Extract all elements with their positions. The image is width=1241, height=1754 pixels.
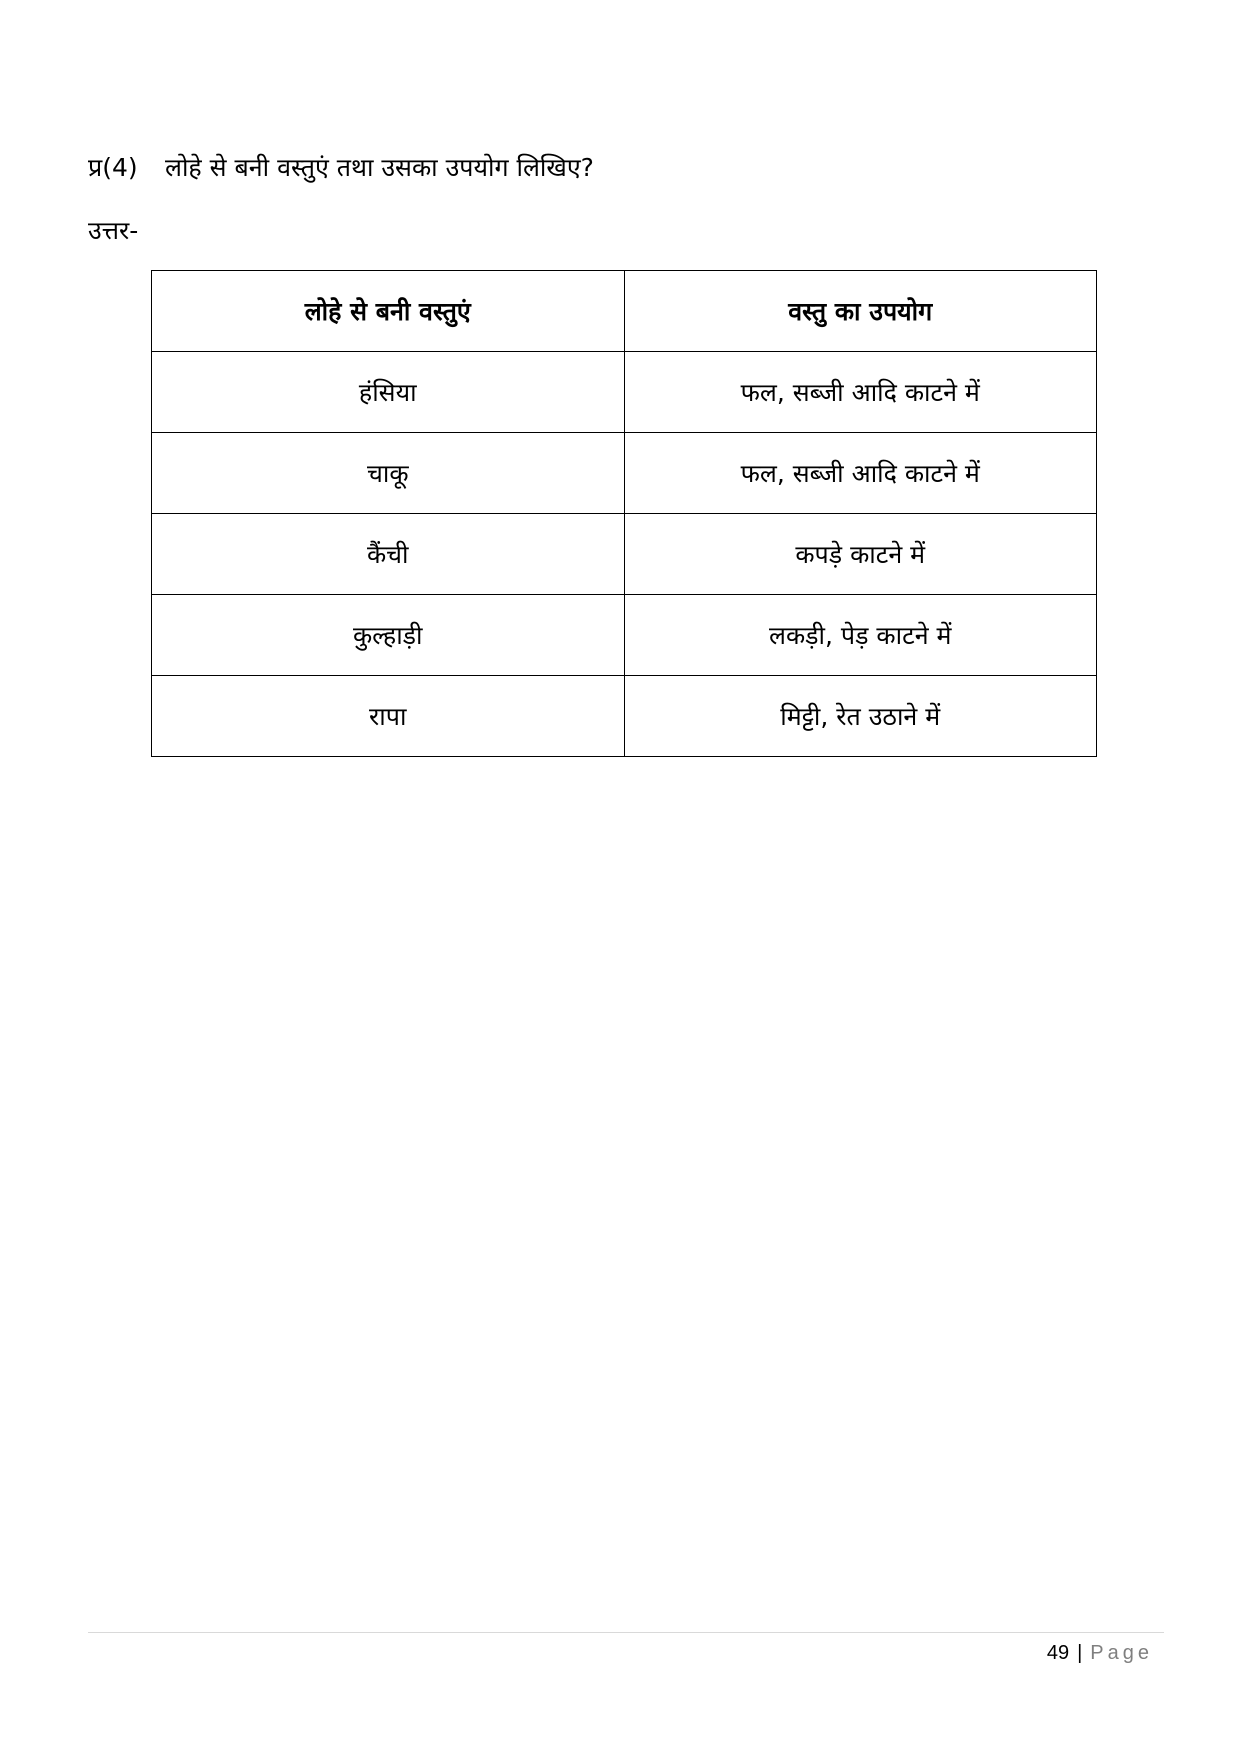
table-row bbox=[152, 352, 1097, 433]
footer-separator: | bbox=[1077, 1642, 1083, 1664]
page-number: 49 bbox=[1046, 1642, 1070, 1664]
table-row bbox=[152, 676, 1097, 757]
table-row bbox=[152, 514, 1097, 595]
table-header-row bbox=[152, 271, 1097, 352]
question bbox=[88, 150, 594, 186]
table-row bbox=[152, 595, 1097, 676]
item-cell: रापा bbox=[152, 676, 625, 757]
header-use: वस्तु का उपयोग bbox=[624, 271, 1097, 352]
question-text: लोहे से बनी वस्तुएं तथा उसका उपयोग लिखिए? bbox=[165, 153, 594, 182]
answer-label: उत्तर- bbox=[88, 216, 139, 245]
use-cell: मिट्टी, रेत उठाने में bbox=[624, 676, 1097, 757]
table-row bbox=[152, 433, 1097, 514]
header-item: लोहे से बनी वस्तुएं bbox=[152, 271, 625, 352]
use-cell: कपड़े काटने में bbox=[624, 514, 1097, 595]
item-cell: चाकू bbox=[152, 433, 625, 514]
question-number: प्र(4) bbox=[88, 153, 138, 182]
item-cell: कैंची bbox=[152, 514, 625, 595]
page-word: Page bbox=[1090, 1642, 1153, 1664]
use-cell: फल, सब्जी आदि काटने में bbox=[624, 352, 1097, 433]
page-footer bbox=[1047, 1639, 1153, 1667]
items-table bbox=[151, 270, 1097, 757]
item-cell: हंसिया bbox=[152, 352, 625, 433]
footer-divider bbox=[88, 1632, 1164, 1633]
use-cell: लकड़ी, पेड़ काटने में bbox=[624, 595, 1097, 676]
item-cell: कुल्हाड़ी bbox=[152, 595, 625, 676]
use-cell: फल, सब्जी आदि काटने में bbox=[624, 433, 1097, 514]
